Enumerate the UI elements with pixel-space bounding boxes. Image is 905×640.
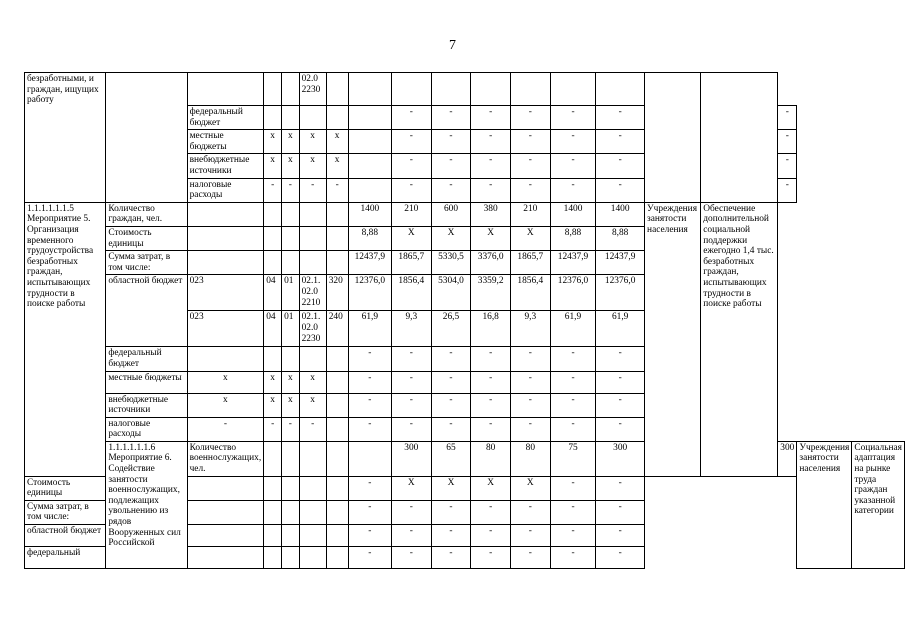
table-cell: 1865,7 bbox=[510, 251, 550, 275]
table-cell: - bbox=[299, 417, 326, 441]
table-cell bbox=[187, 251, 264, 275]
table-cell: 02.1. 02.0 2230 bbox=[299, 311, 326, 347]
table-cell: Сумма затрат, в том числе: bbox=[106, 251, 187, 275]
table-cell bbox=[264, 251, 282, 275]
table-cell: - bbox=[471, 154, 510, 178]
table-cell bbox=[348, 154, 391, 178]
table-cell: 210 bbox=[392, 202, 431, 226]
table-cell bbox=[264, 476, 282, 500]
table-cell bbox=[299, 347, 326, 371]
table-cell bbox=[299, 441, 326, 476]
table-cell: - bbox=[550, 393, 596, 417]
table-cell: - bbox=[596, 547, 645, 569]
table-cell: - bbox=[550, 154, 596, 178]
table-cell: - bbox=[510, 371, 550, 393]
table-cell: Стоимость единицы bbox=[25, 476, 106, 500]
table-cell: 26,5 bbox=[431, 311, 471, 347]
table-cell bbox=[701, 73, 778, 203]
table-cell: 5330,5 bbox=[431, 251, 471, 275]
table-cell bbox=[431, 73, 471, 106]
table-cell: Обеспечение дополнительной социальной поддержки ежегодно 1,4 тыс. безработных граждан, испытывающих трудности в поиске работы bbox=[701, 202, 778, 476]
table-cell bbox=[299, 476, 326, 500]
table-cell: 1865,7 bbox=[392, 251, 431, 275]
table-cell bbox=[471, 73, 510, 106]
table-cell bbox=[348, 73, 391, 106]
table-cell: Х bbox=[431, 226, 471, 250]
table-cell bbox=[282, 202, 299, 226]
table-cell: - bbox=[510, 393, 550, 417]
table-cell bbox=[299, 202, 326, 226]
table-cell: - bbox=[431, 178, 471, 202]
table-cell: - bbox=[596, 525, 645, 547]
table-cell: - bbox=[348, 393, 391, 417]
table-cell: 600 bbox=[431, 202, 471, 226]
table-cell bbox=[282, 441, 299, 476]
table-cell: 210 bbox=[510, 202, 550, 226]
table-cell bbox=[348, 441, 391, 476]
table-cell: х bbox=[326, 130, 348, 154]
table-cell bbox=[187, 525, 264, 547]
table-cell bbox=[282, 500, 299, 524]
table-cell: - bbox=[550, 130, 596, 154]
table-cell: 04 bbox=[264, 275, 282, 311]
table-cell bbox=[348, 130, 391, 154]
table-cell: х bbox=[326, 154, 348, 178]
page-number: 7 bbox=[449, 38, 456, 53]
table-cell: 3376,0 bbox=[471, 251, 510, 275]
table-cell: внебюджетные источники bbox=[187, 154, 264, 178]
table-cell: - bbox=[596, 178, 645, 202]
table-cell: х bbox=[282, 130, 299, 154]
table-cell: х bbox=[299, 371, 326, 393]
table-cell bbox=[264, 547, 282, 569]
table-cell: - bbox=[187, 417, 264, 441]
table-cell: 300 bbox=[392, 441, 431, 476]
table-cell: х bbox=[299, 154, 326, 178]
table-cell: - bbox=[431, 547, 471, 569]
table-cell: - bbox=[510, 154, 550, 178]
table-cell: 01 bbox=[282, 275, 299, 311]
table-cell: 240 bbox=[326, 311, 348, 347]
table-cell: - bbox=[348, 417, 391, 441]
table-cell: х bbox=[264, 154, 282, 178]
table-cell: - bbox=[348, 476, 391, 500]
table-cell: - bbox=[778, 178, 797, 202]
table-cell: - bbox=[264, 417, 282, 441]
table-cell: - bbox=[392, 178, 431, 202]
table-cell: - bbox=[264, 178, 282, 202]
table-cell bbox=[264, 202, 282, 226]
table-cell: областной бюджет bbox=[106, 275, 187, 347]
table-cell bbox=[187, 347, 264, 371]
table-cell: налоговые расходы bbox=[106, 417, 187, 441]
table-cell bbox=[550, 73, 596, 106]
table-cell: х bbox=[299, 393, 326, 417]
table-cell bbox=[106, 73, 187, 203]
table-cell: х bbox=[187, 371, 264, 393]
table-cell bbox=[326, 347, 348, 371]
table-cell: 04 bbox=[264, 311, 282, 347]
table-cell bbox=[326, 106, 348, 130]
table-cell: Х bbox=[392, 476, 431, 500]
table-cell: - bbox=[596, 371, 645, 393]
table-cell: - bbox=[392, 417, 431, 441]
table-cell: - bbox=[510, 178, 550, 202]
table-cell: - bbox=[392, 547, 431, 569]
table-cell: х bbox=[282, 393, 299, 417]
table-cell: - bbox=[431, 393, 471, 417]
table-cell: - bbox=[550, 178, 596, 202]
table-cell: - bbox=[471, 178, 510, 202]
table-cell bbox=[264, 106, 282, 130]
table-cell: - bbox=[778, 130, 797, 154]
table-cell bbox=[326, 393, 348, 417]
table-cell: 320 bbox=[326, 275, 348, 311]
table-cell bbox=[596, 73, 645, 106]
table-cell: х bbox=[264, 130, 282, 154]
table-cell: федеральный бюджет bbox=[187, 106, 264, 130]
table-cell: 80 bbox=[471, 441, 510, 476]
table-cell: 5304,0 bbox=[431, 275, 471, 311]
table-cell: Количество военнослужащих, чел. bbox=[187, 441, 264, 476]
table-cell: - bbox=[550, 106, 596, 130]
table-cell: - bbox=[510, 106, 550, 130]
table-cell bbox=[510, 73, 550, 106]
table-body bbox=[25, 73, 905, 569]
table-cell: федеральный bbox=[25, 547, 106, 569]
table-cell: - bbox=[596, 500, 645, 524]
table-cell: 01 bbox=[282, 311, 299, 347]
table-cell: Сумма затрат, в том числе: bbox=[25, 500, 106, 524]
table-cell: - bbox=[392, 154, 431, 178]
table-cell: 12376,0 bbox=[550, 275, 596, 311]
table-cell bbox=[264, 73, 282, 106]
table-cell: х bbox=[282, 154, 299, 178]
table-cell bbox=[187, 500, 264, 524]
table-cell: Х bbox=[431, 476, 471, 500]
table-cell: 12437,9 bbox=[550, 251, 596, 275]
table-cell: - bbox=[431, 417, 471, 441]
table-cell: - bbox=[471, 525, 510, 547]
table-cell: 61,9 bbox=[550, 311, 596, 347]
table-cell: 02.1. 02.0 2210 bbox=[299, 275, 326, 311]
table-cell bbox=[326, 476, 348, 500]
table-cell: 16,8 bbox=[471, 311, 510, 347]
table-cell: - bbox=[326, 178, 348, 202]
table-cell: 12376,0 bbox=[348, 275, 391, 311]
table-cell: - bbox=[348, 500, 391, 524]
table-cell: Х bbox=[510, 476, 550, 500]
table-cell: Учреждения занятости населения bbox=[797, 441, 852, 568]
table-cell: 80 bbox=[510, 441, 550, 476]
table-cell: - bbox=[510, 547, 550, 569]
table-cell: областной бюджет bbox=[25, 525, 106, 547]
table-cell: - bbox=[471, 393, 510, 417]
table-cell: - bbox=[431, 525, 471, 547]
table-cell bbox=[282, 525, 299, 547]
table-cell: - bbox=[550, 525, 596, 547]
table-cell: 02.0 2230 bbox=[299, 73, 326, 106]
table-cell: - bbox=[392, 393, 431, 417]
program-activities-table bbox=[24, 72, 905, 569]
table-cell: - bbox=[282, 178, 299, 202]
table-cell: Х bbox=[471, 476, 510, 500]
table-cell: 1400 bbox=[550, 202, 596, 226]
table-cell: - bbox=[778, 106, 797, 130]
table-cell: налоговые расходы bbox=[187, 178, 264, 202]
table-cell: - bbox=[392, 525, 431, 547]
table-cell: 9,3 bbox=[392, 311, 431, 347]
table-cell bbox=[282, 106, 299, 130]
table-cell: - bbox=[299, 178, 326, 202]
table-cell bbox=[299, 251, 326, 275]
table-cell: - bbox=[431, 130, 471, 154]
table-cell: Количество граждан, чел. bbox=[106, 202, 187, 226]
table-cell: 8,88 bbox=[550, 226, 596, 250]
table-cell: - bbox=[431, 154, 471, 178]
table-cell bbox=[264, 347, 282, 371]
table-cell: х bbox=[264, 393, 282, 417]
table-cell: - bbox=[431, 347, 471, 371]
table-cell bbox=[282, 476, 299, 500]
table-cell: 023 bbox=[187, 275, 264, 311]
table-cell: 8,88 bbox=[596, 226, 645, 250]
table-cell: х bbox=[299, 130, 326, 154]
table-cell: - bbox=[392, 130, 431, 154]
table-cell: - bbox=[471, 371, 510, 393]
table-cell: - bbox=[510, 525, 550, 547]
table-cell: - bbox=[550, 347, 596, 371]
table-cell: 1400 bbox=[348, 202, 391, 226]
table-cell: - bbox=[550, 476, 596, 500]
table-cell: - bbox=[431, 371, 471, 393]
table-cell: - bbox=[596, 417, 645, 441]
table-cell: 380 bbox=[471, 202, 510, 226]
table-cell bbox=[264, 525, 282, 547]
table-cell bbox=[187, 73, 264, 106]
table-cell bbox=[326, 251, 348, 275]
table-cell: - bbox=[471, 347, 510, 371]
table-cell bbox=[348, 106, 391, 130]
table-cell bbox=[326, 371, 348, 393]
table-cell bbox=[326, 202, 348, 226]
table-cell: 3359,2 bbox=[471, 275, 510, 311]
table-cell: х bbox=[187, 393, 264, 417]
table-cell bbox=[264, 500, 282, 524]
table-cell: - bbox=[471, 547, 510, 569]
table-cell: - bbox=[596, 130, 645, 154]
table-cell bbox=[264, 226, 282, 250]
table-cell: - bbox=[392, 106, 431, 130]
table-cell: - bbox=[550, 417, 596, 441]
table-cell: - bbox=[471, 417, 510, 441]
table-cell bbox=[187, 202, 264, 226]
table-cell: 1400 bbox=[596, 202, 645, 226]
table-cell bbox=[264, 441, 282, 476]
table-cell bbox=[187, 547, 264, 569]
table-cell: - bbox=[348, 347, 391, 371]
table-cell bbox=[326, 525, 348, 547]
table-cell: 61,9 bbox=[596, 311, 645, 347]
table-cell bbox=[299, 547, 326, 569]
table-cell bbox=[645, 73, 701, 203]
table-cell: - bbox=[392, 371, 431, 393]
table-cell: - bbox=[778, 154, 797, 178]
table-cell bbox=[392, 73, 431, 106]
table-cell bbox=[282, 251, 299, 275]
table-cell bbox=[299, 525, 326, 547]
table-cell bbox=[326, 441, 348, 476]
table-cell: Социальная адаптация на рынке труда граждан указанной категории bbox=[852, 441, 905, 568]
table-cell bbox=[326, 500, 348, 524]
table-cell: Х bbox=[510, 226, 550, 250]
table-cell: 61,9 bbox=[348, 311, 391, 347]
table-cell: - bbox=[348, 547, 391, 569]
table-cell: 8,88 bbox=[348, 226, 391, 250]
table-cell: Учреждения занятости населения bbox=[645, 202, 701, 476]
table-cell bbox=[348, 178, 391, 202]
table-cell: - bbox=[550, 500, 596, 524]
table-cell: - bbox=[471, 106, 510, 130]
table-cell bbox=[299, 500, 326, 524]
table-cell: 023 bbox=[187, 311, 264, 347]
table-cell: - bbox=[550, 547, 596, 569]
table-cell: - bbox=[471, 500, 510, 524]
table-cell: - bbox=[510, 500, 550, 524]
table-cell: х bbox=[282, 371, 299, 393]
table-cell bbox=[282, 547, 299, 569]
table-cell: - bbox=[596, 347, 645, 371]
table-cell bbox=[326, 417, 348, 441]
table-cell: Х bbox=[392, 226, 431, 250]
table-cell bbox=[299, 226, 326, 250]
table-cell: - bbox=[282, 417, 299, 441]
table-cell bbox=[326, 73, 348, 106]
table-cell: внебюджетные источники bbox=[106, 393, 187, 417]
table-row bbox=[25, 202, 905, 226]
table-cell bbox=[282, 73, 299, 106]
table-cell: 1856,4 bbox=[510, 275, 550, 311]
table-cell: - bbox=[348, 371, 391, 393]
table-cell: 9,3 bbox=[510, 311, 550, 347]
table-cell: - bbox=[510, 347, 550, 371]
table-cell: 65 bbox=[431, 441, 471, 476]
table-cell: - bbox=[596, 476, 645, 500]
table-cell: безработными, и граждан, ищущих работу bbox=[25, 73, 106, 203]
table-cell: 1856,4 bbox=[392, 275, 431, 311]
table-cell bbox=[187, 226, 264, 250]
table-cell: - bbox=[596, 154, 645, 178]
table-cell: - bbox=[596, 106, 645, 130]
table-cell bbox=[326, 547, 348, 569]
table-cell: 300 bbox=[596, 441, 645, 476]
table-cell: - bbox=[550, 371, 596, 393]
table-cell: 75 bbox=[550, 441, 596, 476]
table-cell: 1.1.1.1.1.1.5 Мероприятие 5. Организация временного трудоустройства безработных граждан, испытывающих трудности в поиске работы bbox=[25, 202, 106, 476]
table-cell: 12376,0 bbox=[596, 275, 645, 311]
table-cell bbox=[282, 226, 299, 250]
table-cell: федеральный бюджет bbox=[106, 347, 187, 371]
table-cell bbox=[299, 106, 326, 130]
table-cell: - bbox=[596, 393, 645, 417]
table-row bbox=[25, 73, 905, 106]
table-cell: Х bbox=[471, 226, 510, 250]
table-cell: 12437,9 bbox=[348, 251, 391, 275]
table-cell: - bbox=[392, 347, 431, 371]
table-cell bbox=[282, 347, 299, 371]
table-cell: - bbox=[431, 500, 471, 524]
table-cell: - bbox=[471, 130, 510, 154]
table-cell: - bbox=[431, 106, 471, 130]
table-cell: 1.1.1.1.1.1.6 Мероприятие 6. Содействие занятости военнослужащих, подлежащих увольнению из рядов Вооруженных сил Российской bbox=[106, 441, 187, 568]
table-cell: х bbox=[264, 371, 282, 393]
table-cell: - bbox=[392, 500, 431, 524]
table-cell bbox=[187, 476, 264, 500]
table-cell: 300 bbox=[778, 441, 797, 476]
table-cell: 12437,9 bbox=[596, 251, 645, 275]
table-cell: местные бюджеты bbox=[187, 130, 264, 154]
table-cell: - bbox=[510, 130, 550, 154]
table-cell bbox=[326, 226, 348, 250]
table-cell: Стоимость единицы bbox=[106, 226, 187, 250]
table-cell: - bbox=[348, 525, 391, 547]
table-cell: местные бюджеты bbox=[106, 371, 187, 393]
table-cell: - bbox=[510, 417, 550, 441]
